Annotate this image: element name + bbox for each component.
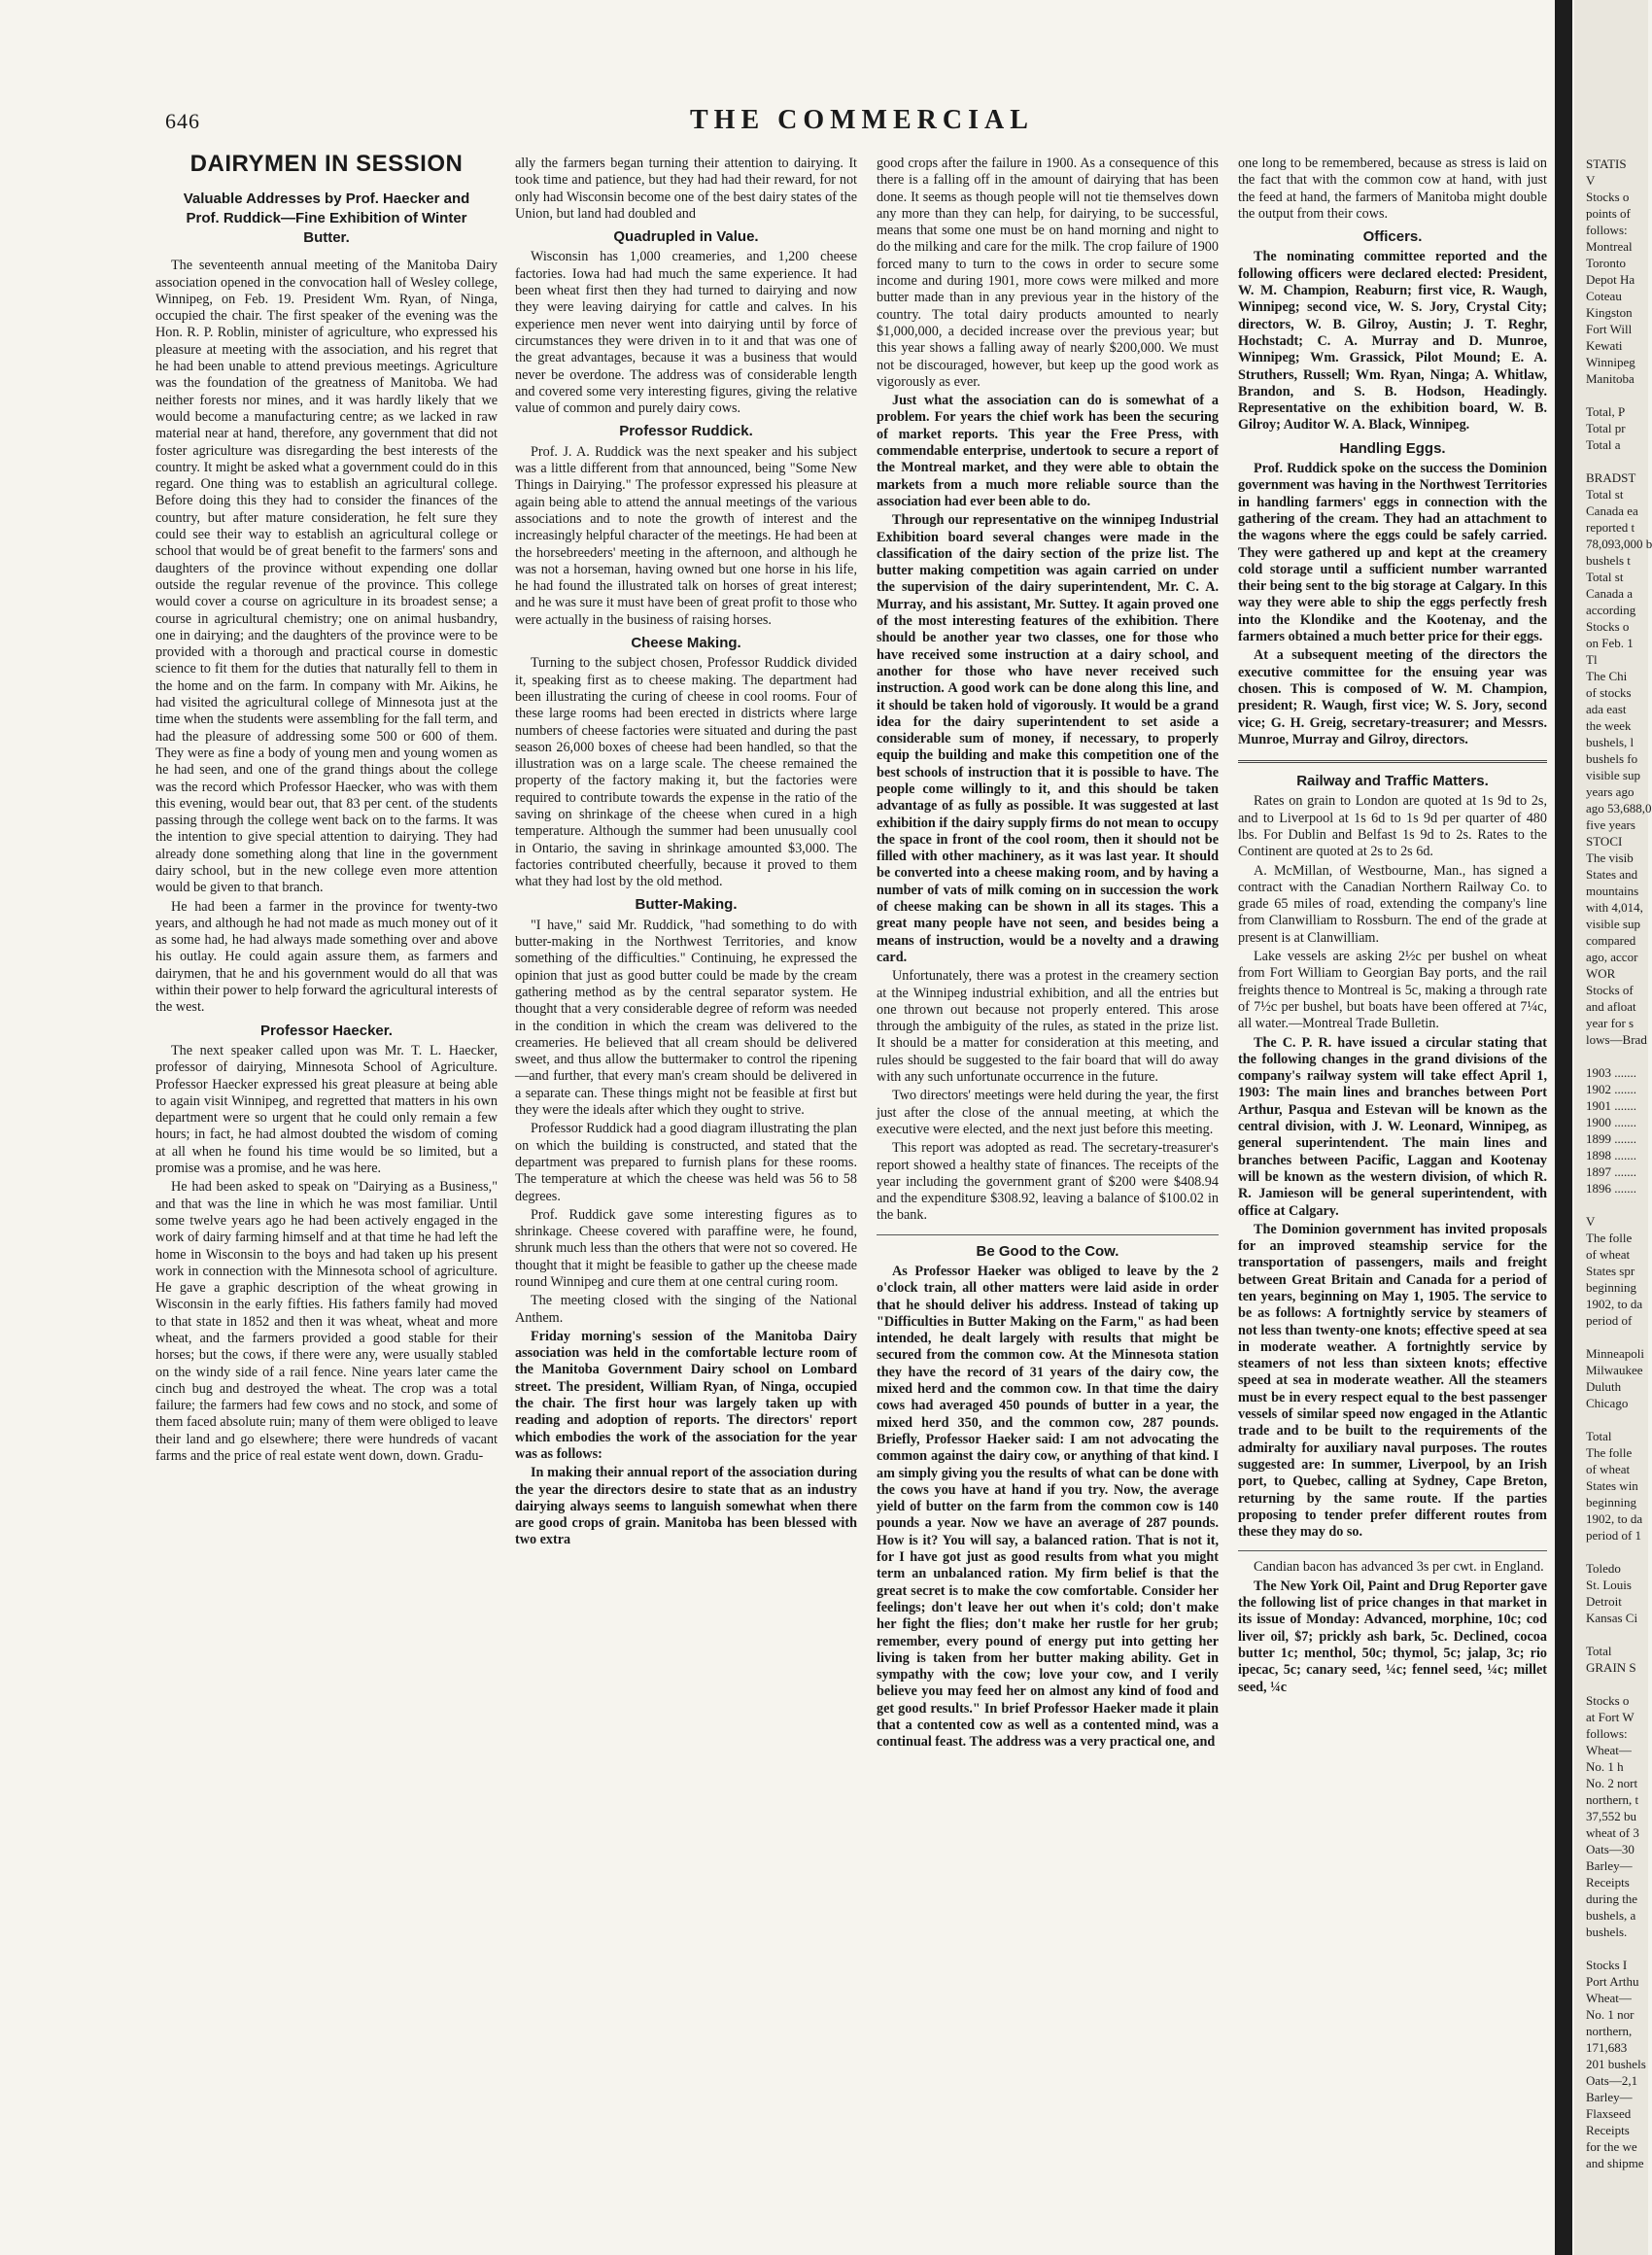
facing-page-line: BRADST bbox=[1586, 470, 1636, 485]
facing-page-line: Total a bbox=[1586, 437, 1621, 452]
facing-page-line: year for s bbox=[1586, 1016, 1635, 1030]
facing-page-line bbox=[1586, 387, 1644, 403]
facing-page-line: at Fort W bbox=[1586, 1710, 1635, 1724]
facing-page-line: 1900 ....... bbox=[1586, 1115, 1636, 1129]
facing-page-line: beginning bbox=[1586, 1495, 1636, 1509]
facing-page-line: bushels. bbox=[1586, 1925, 1628, 1939]
facing-page-line: Barley— bbox=[1586, 1858, 1633, 1873]
divider bbox=[877, 1234, 1219, 1235]
facing-page-line: years ago bbox=[1586, 784, 1635, 799]
facing-page-line: The folle bbox=[1586, 1445, 1633, 1460]
facing-page-line: beginning bbox=[1586, 1280, 1636, 1295]
facing-page-line: bushels, l bbox=[1586, 735, 1635, 749]
column-1 bbox=[155, 151, 498, 2031]
masthead: THE COMMERCIAL bbox=[690, 105, 1034, 135]
facing-page-line: States spr bbox=[1586, 1264, 1635, 1278]
facing-page-line: compared bbox=[1586, 933, 1636, 948]
paragraph: Wisconsin has 1,000 creameries, and 1,200 cheese factories. Iowa had had much the same experience. It had been wheat first then they had turned to dairying and now they were leaving dairying for cattle and calves. In his experience men never went into dairying until by force of circumstances they were driven in to it and that was one of the great advantages, because it was a business that would never be overdone. The address was of considerable length and covered some very interesting figures, giving the relative value of common and purely dairy cows. bbox=[515, 249, 857, 417]
facing-page-line: Stocks of bbox=[1586, 983, 1634, 997]
facing-page-line bbox=[1586, 1940, 1644, 1957]
facing-page-line: The Chi bbox=[1586, 669, 1628, 683]
facing-page-line: bushels, a bbox=[1586, 1908, 1636, 1923]
divider bbox=[1238, 1550, 1547, 1551]
facing-page-line: Port Arthu bbox=[1586, 1974, 1639, 1989]
facing-page-line bbox=[1586, 1676, 1644, 1692]
facing-page-line: five years bbox=[1586, 817, 1635, 832]
facing-page-line: wheat of 3 bbox=[1586, 1825, 1639, 1840]
paragraph: A. McMillan, of Westbourne, Man., has signed a contract with the Canadian Northern Railway Co. to grade 65 miles of road, extending the company's line from Clanwilliam to Rossburn. The end of the grade at present is at Clanwilliam. bbox=[1238, 862, 1547, 946]
facing-page-line: V bbox=[1586, 173, 1596, 188]
paragraph: Candian bacon has advanced 3s per cwt. in England. bbox=[1254, 1559, 1544, 1576]
facing-page-line: Depot Ha bbox=[1586, 272, 1635, 287]
facing-page-line: on Feb. 1 bbox=[1586, 636, 1634, 650]
subheading: Railway and Traffic Matters. bbox=[1296, 773, 1489, 790]
facing-page-line: Stocks o bbox=[1586, 1693, 1630, 1708]
article-deck: Valuable Addresses by Prof. Haecker and Prof. Ruddick—Fine Exhibition of Winter Butter. bbox=[183, 191, 470, 247]
subheading: Handling Eggs. bbox=[1339, 439, 1446, 457]
facing-page-line: 1902, to da bbox=[1586, 1511, 1643, 1526]
facing-page-line: northern, bbox=[1586, 2024, 1633, 2038]
facing-page-line: 1898 ....... bbox=[1586, 1148, 1636, 1162]
facing-page-line: The visib bbox=[1586, 850, 1634, 865]
facing-page-line: Total st bbox=[1586, 487, 1624, 502]
facing-page-line bbox=[1586, 1544, 1644, 1560]
subheading: Officers. bbox=[1362, 228, 1423, 246]
column-3 bbox=[877, 156, 1219, 2031]
facing-page-line: mountains bbox=[1586, 884, 1639, 898]
facing-page-line: Canada a bbox=[1586, 586, 1634, 601]
facing-page-line: Stocks o bbox=[1586, 619, 1630, 634]
paragraph: Professor Ruddick had a good diagram illustrating the plan on which the building is constructed, and stated that the department was prepared to furnish plans for these rooms. The temperature at which the cheese was held was 56 to 58 degrees. bbox=[515, 1121, 857, 1204]
facing-page-line: bushels fo bbox=[1586, 751, 1638, 766]
paragraph: The C. P. R. have issued a circular stating that the following changes in the grand divisions of the company's railway system will take effect April 1, 1903: The main lines and branches between Port Arthur, Pasqua and Estevan will be known as the central division, with J. W. Leonard, Winnipeg, as general superintendent. The main lines and branches between Pacific, Laggan and Kootenay will be known as the western division, of which R. R. Jamieson will be general superintendent, with office at Calgary. bbox=[1238, 1034, 1547, 1219]
page-number: 646 bbox=[165, 109, 200, 133]
facing-page-line: Chicago bbox=[1586, 1396, 1629, 1410]
facing-page-line: Minneapoli bbox=[1586, 1346, 1644, 1361]
paragraph: "I have," said Mr. Ruddick, "had something to do with butter-making in the Northwest Territories, and know something of the difficulties." Continuing, he expressed the opinion that just as good butter could be made by the cream gathering method as by the central separator system. He thought that a very considerable degree of reform was needed in the condition in which the cream was delivered to the creameries. He believed that all cream should be delivered sweet, and thus allow the buttermaker to control the ripening—and further, that every man's cream should be delivered in a separate can. These things might not be feasible at first but they were the ideals after which they ought to strive. bbox=[515, 917, 857, 1119]
facing-page-line: Detroit bbox=[1586, 1594, 1622, 1609]
facing-page-line: No. 1 nor bbox=[1586, 2007, 1635, 2022]
paragraph: Lake vessels are asking 2½c per bushel on wheat from Fort William to Georgian Bay ports, and the rail freights thence to Montreal is 5c, making a through rate of 7½c per bushel, but boats have been offered at 7¼c, all water.—Montreal Trade Bulletin. bbox=[1238, 949, 1547, 1032]
facing-page-line: bushels t bbox=[1586, 553, 1631, 568]
paragraph: The meeting closed with the singing of the National Anthem. bbox=[515, 1293, 857, 1326]
facing-page-line: Total bbox=[1586, 1429, 1612, 1443]
facing-page-line: Stocks o bbox=[1586, 190, 1630, 204]
facing-page-line: follows: bbox=[1586, 223, 1628, 237]
facing-page-line: Fort Will bbox=[1586, 322, 1633, 336]
facing-page-line: of wheat bbox=[1586, 1247, 1631, 1262]
facing-page-line: No. 2 nort bbox=[1586, 1776, 1638, 1790]
article-headline: DAIRYMEN IN SESSION bbox=[189, 151, 464, 177]
facing-page-line: visible sup bbox=[1586, 917, 1640, 931]
facing-page-line: visible sup bbox=[1586, 768, 1640, 782]
facing-page-line: 37,552 bu bbox=[1586, 1809, 1636, 1823]
facing-page-line bbox=[1586, 1411, 1644, 1428]
facing-page-line: 1897 ....... bbox=[1586, 1164, 1636, 1179]
facing-page-line: Kewati bbox=[1586, 338, 1623, 353]
facing-page-line bbox=[1586, 1329, 1644, 1345]
facing-page-line: Winnipeg bbox=[1586, 355, 1635, 369]
paragraph: The nominating committee reported and the following officers were declared elected: President, W. M. Champion, Reaburn; first vice, R. Waugh, Winnipeg; second vice, W. S. Jory, Crystal City; directors, W. B. Gilroy, Austin; J. T. Reghr, Hochstadt; C. A. Murray and D. Munroe, Winnipeg; Wm. Grassick, Pilot Mound; E. A. Struthers, Russell; Wm. Ryan, Ninga; A. Whitlaw, Brandon, and S. B. Hodson, Headingly. Representative on the exhibition board, W. B. Gilroy; Auditor W. A. Black, Winnipeg. bbox=[1238, 249, 1547, 434]
divider bbox=[1238, 760, 1547, 763]
facing-page-line: Total pr bbox=[1586, 421, 1626, 435]
facing-page-line: Stocks I bbox=[1586, 1958, 1628, 1972]
paragraph: Two directors' meetings were held during the year, the first just after the close of the annual meeting, at which the executive were elected, and the next just before this meeting. bbox=[877, 1088, 1219, 1137]
facing-page-line: the week bbox=[1586, 718, 1632, 733]
facing-page-line: Flaxseed bbox=[1586, 2106, 1632, 2121]
facing-page-line: Toledo bbox=[1586, 1561, 1621, 1576]
paragraph: good crops after the failure in 1900. As a consequence of this there is a falling off in the amount of dairying that has been done. It seems as though people will not tie themselves down any more than they can help, for dairying, to be successful, means that some one must be on hand morning and night to do the milking and care for the milk. The crop failure of 1900 forced many to turn to the cows in order to secure some income and during 1901, more cows were milked and more butter made than in any previous year in the history of the country. The total dairy products amounted to nearly $1,000,000, a decided increase over the previous year; but this year shows a falling away of nearly $200,000. We must not be discouraged, however, but keep up the good work as vigorously as ever. bbox=[877, 156, 1219, 390]
facing-page-line: Barley— bbox=[1586, 2090, 1633, 2104]
facing-page-line: Oats—30 bbox=[1586, 1842, 1635, 1856]
paragraph: As Professor Haeker was obliged to leave by the 2 o'clock train, all other matters were laid aside in order that he should deliver his address. Instead of taking up "Difficulties in Butter Making on the Farm," as had been intended, he dealt largely with results that might be secured from the common cow. At the Minnesota station they have the record of 31 years of the dairy cow, the mixed herd and the common cow. In that time the dairy cows had averaged 450 pounds of butter in a year, the mixed herd 350, and the common cow, 287 pounds. Briefly, Professor Haeker said: I am not advocating the common against the dairy cow, or anything of that kind. I am simply giving you the results of what can be done with the cows you have at hand if you try. Now, the average yield of butter on the farm from the common cow is 140 pounds a year. Now we have an average of 287 pounds. How is it? You will say, a balanced ration. That is not it, for I have got just as good results from what you might term an unbalanced ration. My firm belief is that the great secret is to make the cow comfortable. Consider her feelings; don't leave her out when it's cold; don't make her fight the flies; don't make her rustle for her grub; remember, every pound of energy put into getting her living is taken from her butter making ability. Get in sympathy with the cow; love your cow, and I verily believe you may feed her on almost any kind of food and get good results." In brief Professor Haeker made it plain that a contented cow as well as a contented mind, was a continual feast. The address was a very practical one, and bbox=[877, 1264, 1219, 1751]
paragraph: Prof. Ruddick spoke on the success the Dominion government was having in the Northwest Territories in handling farmers' eggs in connection with the gathering of the cream. They had an attachment to the wagons where the eggs could be safely carried. They were gathered up and kept at the creamery cold storage until a sufficient number warranted their being sent to the big storage at Calgary. In this way they were able to ship the eggs perfectly fresh into the Klondike and the Kootenay, and the farmers obtained a much better price for their eggs. bbox=[1238, 461, 1547, 645]
facing-page-line bbox=[1586, 1197, 1644, 1213]
facing-page-line: 1899 ....... bbox=[1586, 1131, 1636, 1146]
facing-page-line: according bbox=[1586, 603, 1636, 617]
facing-page-line: 1901 ....... bbox=[1586, 1098, 1636, 1113]
paragraph: Unfortunately, there was a protest in the creamery section at the Winnipeg industrial exhibition, and all the entries but one thrown out because not properly entered. This arose through the ambiguity of the rules, as stated in the prize list. It should be a matter for consideration at this meeting, and rules should be suggested to the fair board that will do away with any such unfortunate occurrence in the future. bbox=[877, 968, 1219, 1086]
facing-page-line bbox=[1586, 453, 1644, 469]
facing-page-line: Milwaukee bbox=[1586, 1363, 1643, 1377]
paragraph: This report was adopted as read. The secretary-treasurer's report showed a healthy state of finances. The receipts of the year including the government grant of $200 were $408.94 and the expenditure $308.92, leaving a balance of $100.02 in the bank. bbox=[877, 1140, 1219, 1224]
facing-page-line: Coteau bbox=[1586, 289, 1622, 303]
facing-page-line: States and bbox=[1586, 867, 1638, 882]
page-header bbox=[165, 105, 1545, 144]
subheading: Butter-Making. bbox=[635, 896, 738, 914]
facing-page-line: Total bbox=[1586, 1644, 1612, 1658]
facing-page-line: Wheat— bbox=[1586, 1743, 1632, 1757]
paragraph: Just what the association can do is somewhat of a problem. For years the chief work has been the securing of market reports. This year the Free Press, with commendable enterprise, undertook to secure a report of the Montreal market, and they were able to obtain the markets from a much more reliable source than the association had ever been able to do. bbox=[877, 393, 1219, 509]
facing-page-line: No. 1 h bbox=[1586, 1759, 1624, 1774]
facing-page-line: The folle bbox=[1586, 1231, 1633, 1245]
facing-page-line: and afloat bbox=[1586, 999, 1636, 1014]
facing-page-line: with 4,014, bbox=[1586, 900, 1643, 915]
subheading: Be Good to the Cow. bbox=[976, 1242, 1119, 1260]
paragraph: Rates on grain to London are quoted at 1s 9d to 2s, and to Liverpool at 1s 6d to 1s 9d per quarter of 480 lbs. For Dublin and Belfast 1s 9d to 2s. Rates to the Continent are quoted at 2s to 2s 6d. bbox=[1238, 793, 1547, 860]
subheading: Quadrupled in Value. bbox=[613, 228, 759, 246]
facing-page-line bbox=[1586, 1048, 1644, 1064]
facing-page-line: period of 1 bbox=[1586, 1528, 1642, 1543]
subheading: Cheese Making. bbox=[631, 635, 741, 652]
paragraph: Turning to the subject chosen, Professor Ruddick divided it, speaking first as to cheese making. The department had been illustrating the curing of cheese in cool rooms. Four of these large rooms had been erected in districts where large numbers of cheese factories were situated and during the past season 26,000 boxes of cheese had been handled, so that the illustration was on a large scale. The cheese remained the property of the factory making it, but the factories were required to contribute towards the expense in the ratio of the saving on shrinkage of the cheese when cured in a high temperature. Although the summer had been unusually cool in Ontario, the saving in shrinkage amounted $3,000. The factories contributed cheerfully, because it proved to them what they had lost by the old method. bbox=[515, 655, 857, 890]
facing-page-line bbox=[1586, 1626, 1644, 1643]
facing-page-line: Canada ea bbox=[1586, 503, 1638, 518]
paragraph: The New York Oil, Paint and Drug Reporter gave the following list of price changes in that market in its issue of Monday: Advanced, morphine, 10c; cod liver oil, $7; prickly ash bark, 5c. Declined, cocoa butter 1c; menthol, 50c; thymol, 5c; jalap, 3c; rio ipecac, 5c; canary seed, ¼c; fennel seed, ¼c; millet seed, ¼c bbox=[1238, 1578, 1547, 1695]
facing-page-line: Receipts bbox=[1586, 1875, 1630, 1890]
facing-page-line: Toronto bbox=[1586, 256, 1626, 270]
facing-page-line: Total, P bbox=[1586, 404, 1626, 419]
facing-page-line: Receipts bbox=[1586, 2123, 1630, 2137]
facing-page-line: 1896 ....... bbox=[1586, 1181, 1636, 1196]
column-4 bbox=[1238, 156, 1547, 2031]
facing-page-line: Montreal bbox=[1586, 239, 1633, 254]
facing-page-line: and shipme bbox=[1586, 2156, 1644, 2170]
paragraph: one long to be remembered, because as stress is laid on the fact that with the common cow at hand, with just the feed at hand, the farmers of Manitoba might double the output from their cows. bbox=[1238, 156, 1547, 222]
binding-gutter bbox=[1555, 0, 1572, 2255]
facing-page-line: 171,683 bbox=[1586, 2040, 1628, 2055]
subheading: Professor Ruddick. bbox=[619, 423, 753, 440]
facing-page-line: States win bbox=[1586, 1478, 1638, 1493]
facing-page-line: follows: bbox=[1586, 1726, 1628, 1741]
facing-page-line: GRAIN S bbox=[1586, 1660, 1636, 1675]
paragraph: He had been asked to speak on "Dairying as a Business," and that was the line in which he was most familiar. Until some twelve years ago he had been actively engaged in the work of dairy farming himself and at that time he had left the home in Wisconsin to the boys and had taken up his present work in connection with the Minnesota school of agriculture. He gave a graphic description of the wheat growing in Wisconsin in the early fifties. His fathers family had moved to that state in 1852 and then it was wheat, wheat and more wheat, and the farmers provided a good stable for their horses; but the cows, if there were any, were usually stabled on the windy side of a rail fence. Nine years later came the cinch bug and destroyed the wheat. The crop was a total failure; the farmers had few cows and no stock, and some of them faced absolute ruin; many of them were obliged to leave their land and go elsewhere; there were hundreds of vacant farms and the price of real estate went down, down. Gradu- bbox=[155, 1179, 498, 1465]
facing-page-line: lows—Brad bbox=[1586, 1032, 1647, 1047]
facing-page-line: ago, accor bbox=[1586, 950, 1638, 964]
paragraph: Through our representative on the winnipeg Industrial Exhibition board several changes were made in the classification of the dairy section of the prize list. The butter making competition was again carried on under the supervision of the dairy superintendent, Mr. C. A. Murray, and his assistant, Mr. Suttey. It again proved one of the most interesting features of the exhibition. There should be another year two classes, one for those who have received some instruction at a dairy school, and another for those who have never received such instruction. A good work can be done along this line, and it should be taken hold of vigorously. It would be a grand idea for the dairy superintendent to set aside a considerable sum of money, if necessary, to properly equip the building and make this competition one of the best schools of instruction that it is possible to have. The people come willingly to it, and this should be taken advantage of as fully as possible. It was suggested at last exhibition if the dairy supply firms do not mean to occupy the space in front of the cool room, then it should not be filled with other machinery, as it was last year. It should be converted into a cheese making room, and by having a number of vats of milk coming on in succession the work of cheese making can be shown in all its stages. This a great many people have not seen, and besides being a means of instruction, would be a novelty and a drawing card. bbox=[877, 512, 1219, 965]
paragraph: Prof. J. A. Ruddick was the next speaker and his subject was a little different from that announced, being "Some New Things in Dairying." The professor expressed his pleasure at again being able to attend the annual meetings of the various associations and to note the growth of interest and the increasingly helpful character of the meetings. He had been at the horsebreeders' meeting in the afternoon, and although he was not a horseman, having owned but one horse in his life, he had found the illustrated talk on horses of great interest; and he was sure it must have been of great profit to those who were actually in the business of raising horses. bbox=[515, 443, 857, 628]
facing-page-line: STATIS bbox=[1586, 156, 1627, 171]
facing-page-line: St. Louis bbox=[1586, 1578, 1632, 1592]
facing-page-line: 1902, to da bbox=[1586, 1297, 1643, 1311]
paragraph: At a subsequent meeting of the directors the executive committee for the ensuing year was chosen. This is composed of W. M. Champion, president; R. Waugh, first vice; W. S. Jory, second vice; G. H. Greig, secretary-treasurer; and Messrs. Munroe, Murray and Gilroy, directors. bbox=[1238, 647, 1547, 747]
facing-page-line: of stocks bbox=[1586, 685, 1632, 700]
facing-page-line: reported t bbox=[1586, 520, 1635, 535]
facing-page-line: points of bbox=[1586, 206, 1631, 221]
paragraph: The seventeenth annual meeting of the Manitoba Dairy association opened in the convocation hall of Wesley college, Winnipeg, on Feb. 19. President Wm. Ryan, of Ninga, occupied the chair. The first speaker of the evening was the Hon. R. P. Roblin, minister of agriculture, who expressed his pleasure at meeting with the association, and his regret that he had been unable to attend previous meetings. Agriculture was the foundation of the greatness of Manitoba. We had neither forests nor mines, and it was hardly likely that we would become a manufacturing centre; as we lacked in raw material near at hand, therefore, any government that did not foster agriculture was disregarding the best interests of the country. It might be asked what a government could do in this regard. One thing was to establish an agricultural college. Before doing this they had to consider the finances of the country, but after mature consideration, he felt sure they could see their way to establish an agricultural college or school that would be of great benefit to the farmers' sons and daughters of the province without expending one dollar outside the regular revenue of the province. This college would cover a course on agriculture in its broadest sense; a course in agricultural chemistry; one on animal husbandry, one in dairying; and the daughters of the province were to be provided with a thorough and practical course in domestic science to fit them for the duties that naturally fell to them in the home and on the farm. In company with Mr. Aikins, he had visited the agricultural college of Minnesota just at the time when the students were assembling for the fall term, and had the pleasure of addressing some 500 or 600 of them. They were as fine a body of young men and young women as he had seen, and one of the grand things about the college was the record which Professor Haecker, who was with them this evening, would bear out, that 83 per cent. of the students passing through the college went back on to the farms. It was the intention to give special attention to dairying. They had already done something along that line in the government dairy school, but in the new college even more attention would be given to that branch. bbox=[155, 258, 498, 896]
paragraph: The next speaker called upon was Mr. T. L. Haecker, professor of dairying, Minnesota School of Agriculture. Professor Haecker expressed his great pleasure at being able to again visit Winnipeg, and regretted that matters in his own department were so urgent that he could only remain a few hours; in fact, he had almost doubted the wisdom of coming at all when he found his time would be so limited, but a promise was a promise, and he was here. bbox=[155, 1042, 498, 1177]
facing-page-line: V bbox=[1586, 1214, 1596, 1229]
facing-page-line: during the bbox=[1586, 1891, 1638, 1906]
column-5-facing-page bbox=[1586, 156, 1652, 2170]
facing-page-line: Tl bbox=[1586, 652, 1598, 667]
facing-page-line: 201 bushels bbox=[1586, 2057, 1646, 2071]
facing-page-line: Total st bbox=[1586, 570, 1624, 584]
facing-page-line: WOR bbox=[1586, 966, 1616, 981]
facing-page-line: STOCI bbox=[1586, 834, 1623, 849]
facing-page-line: Kansas Ci bbox=[1586, 1611, 1638, 1625]
facing-page-line: Kingston bbox=[1586, 305, 1633, 320]
facing-page-line: 78,093,000 b bbox=[1586, 537, 1652, 551]
facing-page-line: of wheat bbox=[1586, 1462, 1631, 1476]
facing-page-line: period of bbox=[1586, 1313, 1633, 1328]
facing-page-line: for the we bbox=[1586, 2139, 1637, 2154]
facing-page-line: Oats—2,1 bbox=[1586, 2073, 1638, 2088]
facing-page-line: Manitoba bbox=[1586, 371, 1635, 386]
paragraph: He had been a farmer in the province for twenty-two years, and although he had not made as much money out of it as some had, he had always made something over and above his outlay. He could again assure them, as farmers and dairymen, that he and his government would do all that was within their power to help forward the agricultural interests of the west. bbox=[155, 898, 498, 1016]
facing-page-line: ago 53,688,0 bbox=[1586, 801, 1652, 815]
facing-page-line: Wheat— bbox=[1586, 1991, 1632, 2005]
facing-page-line: 1902 ....... bbox=[1586, 1082, 1636, 1096]
paragraph: The Dominion government has invited proposals for an improved steamship service for the transportation of passengers, mails and freight between Great Britain and Canada for a period of ten years, beginning on May 1, 1905. The service to be as follows: A fortnightly service by steamers of not less than twenty-one knots; effective speed at sea in moderate weather. A fortnightly service by steamers of not less than sixteen knots; effective speed at sea in moderate weather. All the steamers must be in every respect equal to the best passenger vessels of similar speed now engaged in the Atlantic trade and to be built to the requirements of the admiralty for auxiliary naval purposes. The routes suggested are: In summer, Liverpool, by an Irish port, to Quebec, calling at Sydney, Cape Breton, returning by the same route. If the parties proposing to tender prefer different routes from these they may do so. bbox=[1238, 1221, 1547, 1541]
facing-page-line: Duluth bbox=[1586, 1379, 1622, 1394]
facing-page-line: ada east bbox=[1586, 702, 1627, 716]
column-2 bbox=[515, 156, 857, 2031]
facing-page-line: 1903 ....... bbox=[1586, 1065, 1636, 1080]
facing-page-line: northern, t bbox=[1586, 1792, 1639, 1807]
subheading: Professor Haecker. bbox=[260, 1022, 393, 1039]
paragraph: Prof. Ruddick gave some interesting figures as to shrinkage. Cheese covered with paraffine were, he found, shrunk much less than the others that were not so covered. He thought that it might be feasible to gather up the cheese made round Winnipeg and cure them at one central curing room. bbox=[515, 1206, 857, 1290]
paragraph: ally the farmers began turning their attention to dairying. It took time and patience, but they had had their reward, for not only had Wisconsin become one of the best dairy states of the Union, but land had doubled and bbox=[515, 156, 857, 222]
paragraph: In making their annual report of the association during the year the directors desire to state that as an industry dairying always seems to languish somewhat when there are good crops of grain. Manitoba has been blessed with two extra bbox=[515, 1465, 857, 1548]
paragraph: Friday morning's session of the Manitoba Dairy association was held in the comfortable lecture room of the Manitoba Government Dairy school on Lombard street. The president, William Ryan, of Ninga, occupied the chair. The first hour was largely taken up with reading and adoption of reports. The directors' report which embodies the work of the association for the year was as follows: bbox=[515, 1328, 857, 1462]
